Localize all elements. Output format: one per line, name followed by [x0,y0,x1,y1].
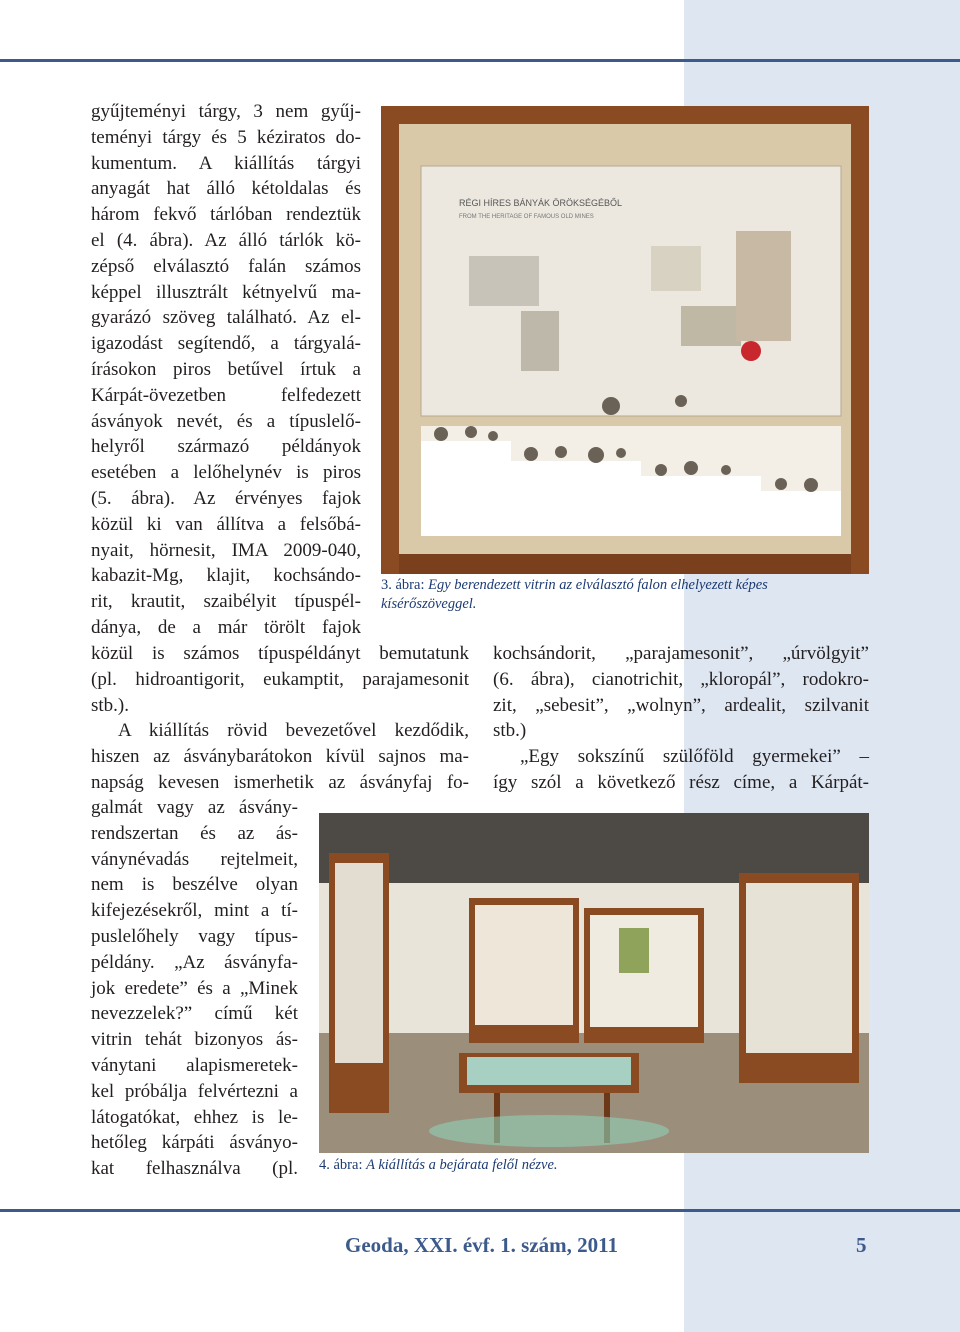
figure-4-caption [319,1156,869,1175]
text-line: kifejezésekről, mint a tí- [91,900,298,922]
text-line: esetében a lelőhelynév is piros [91,462,361,484]
figure-3-panel-title: RÉGI HÍRES BÁNYÁK ÖRÖKSÉGÉBŐL [459,198,623,208]
text-line: példány. „Az ásványfa- [91,951,298,973]
left-column-paragraph-2 [91,718,469,795]
figure-3-caption-line-2: kísérőszöveggel. [381,596,477,612]
text-line: ványtani alapismeretek- [91,1054,298,1076]
figure-4-caption-text: A kiállítás a bejárata felől nézve. [366,1157,558,1173]
figure-3-photo [381,106,869,574]
text-line: nevezzelek?” című két [91,1003,298,1025]
text-line: látogatókat, ehhez is le- [91,1106,298,1128]
text-line: igazodást segítendő, a tárgyalá- [91,333,361,355]
footer-journal-title: Geoda, XXI. évf. 1. szám, 2011 [345,1233,618,1257]
text-line: gyarázó szöveg található. Az el- [91,307,361,329]
text-line: el (4. ábra). Az álló tárlók kö- [91,229,361,251]
left-column-wide-text [91,641,469,718]
text-line: kochsándorit, „parajamesonit”, „úrvölgyit” [493,643,869,664]
text-line: így szól a következő rész címe, a Kárpát- [493,771,869,793]
text-line: teményi tárgy és 5 kéziratos do- [91,126,361,148]
left-column-top-text [91,99,361,641]
figure-3-caption-line-1: Egy berendezett vitrin az elválasztó falon elhelyezett képes [428,577,768,593]
text-line: vitrin tehát bizonyos ás- [91,1029,298,1051]
text-line: „Egy sokszínű szülőföld gyermekei” – [520,746,869,767]
text-line: kel próbálja felvértezni a [91,1080,298,1102]
figure-3-label: 3. ábra: [381,577,425,593]
text-line: közül is számos típuspéldányt bemutatunk [91,643,469,664]
text-line: galmát vagy az ásvány- [91,797,298,818]
bottom-rule [0,1209,960,1212]
text-line: hiszen az ásványbarátokon kívül sajnos ma- [91,745,469,767]
text-line: rendszertan és az ás- [91,822,298,844]
text-line: ásványok nevét, és a típuslelő- [91,410,361,432]
text-line: Kárpát-övezetben felfedezett [91,384,361,406]
text-line: anyagát hat álló kétoldalas és [91,178,361,200]
figure-3-caption [381,576,869,614]
text-line: jok eredete” és a „Minek [91,977,298,999]
figure-4-label: 4. ábra: [319,1157,363,1173]
text-line: kabazit-Mg, klajit, kochsándo- [91,565,361,587]
text-line: zit, „sebesit”, „wolnyn”, ardealit, szilvanit [493,694,869,716]
page-number: 5 [856,1233,867,1257]
text-line: A kiállítás rövid bevezetővel kezdődik, [118,720,469,741]
text-line: ványnévadás rejtelmeit, [91,848,298,870]
text-line: (5. ábra). Az érvényes fajok [91,487,361,509]
text-line: helyről származó példányok [91,436,361,458]
text-line: stb.). [91,694,129,716]
text-line: hetőleg kárpáti ásványo- [91,1132,298,1154]
text-line: képpel illusztrált kétnyelvű ma- [91,281,361,303]
text-line: kat felhasználva (pl. [91,1158,298,1180]
text-line: stb.) [493,720,527,742]
right-column-text [493,641,869,744]
right-column-paragraph-2 [493,744,869,796]
text-line: dánya, de a már törölt fajok [91,616,361,638]
text-line: rit, krautit, szaibélyit típuspél- [91,591,361,613]
text-line: puslelőhely vagy típus- [91,925,298,947]
figure-4-photo [319,813,869,1153]
figure-3-panel-subtitle: FROM THE HERITAGE OF FAMOUS OLD MINES [459,214,594,220]
left-column-narrow-text [91,795,298,1182]
text-line: (6. ábra), cianotrichit, „kloropál”, rodokro- [493,668,869,690]
text-line: nyait, hörnesit, IMA 2009-040, [91,539,361,561]
text-line: nem is beszélve olyan [91,874,298,896]
text-line: három fekvő tárlóban rendeztük [91,204,361,226]
text-line: közül ki van állítva a felsőbá- [91,513,361,535]
text-line: kumentum. A kiállítás tárgyi [91,152,361,174]
text-line: gyűjteményi tárgy, 3 nem gyűj- [91,101,361,122]
top-rule [0,59,960,62]
text-line: (pl. hidroantigorit, eukamptit, parajamesonit [91,668,469,690]
text-line: írásokon piros betűvel írtuk a [91,358,361,380]
text-line: zépső elválasztó falán számos [91,255,361,277]
text-line: napság kevesen ismerhetik az ásványfaj fo- [91,771,469,793]
